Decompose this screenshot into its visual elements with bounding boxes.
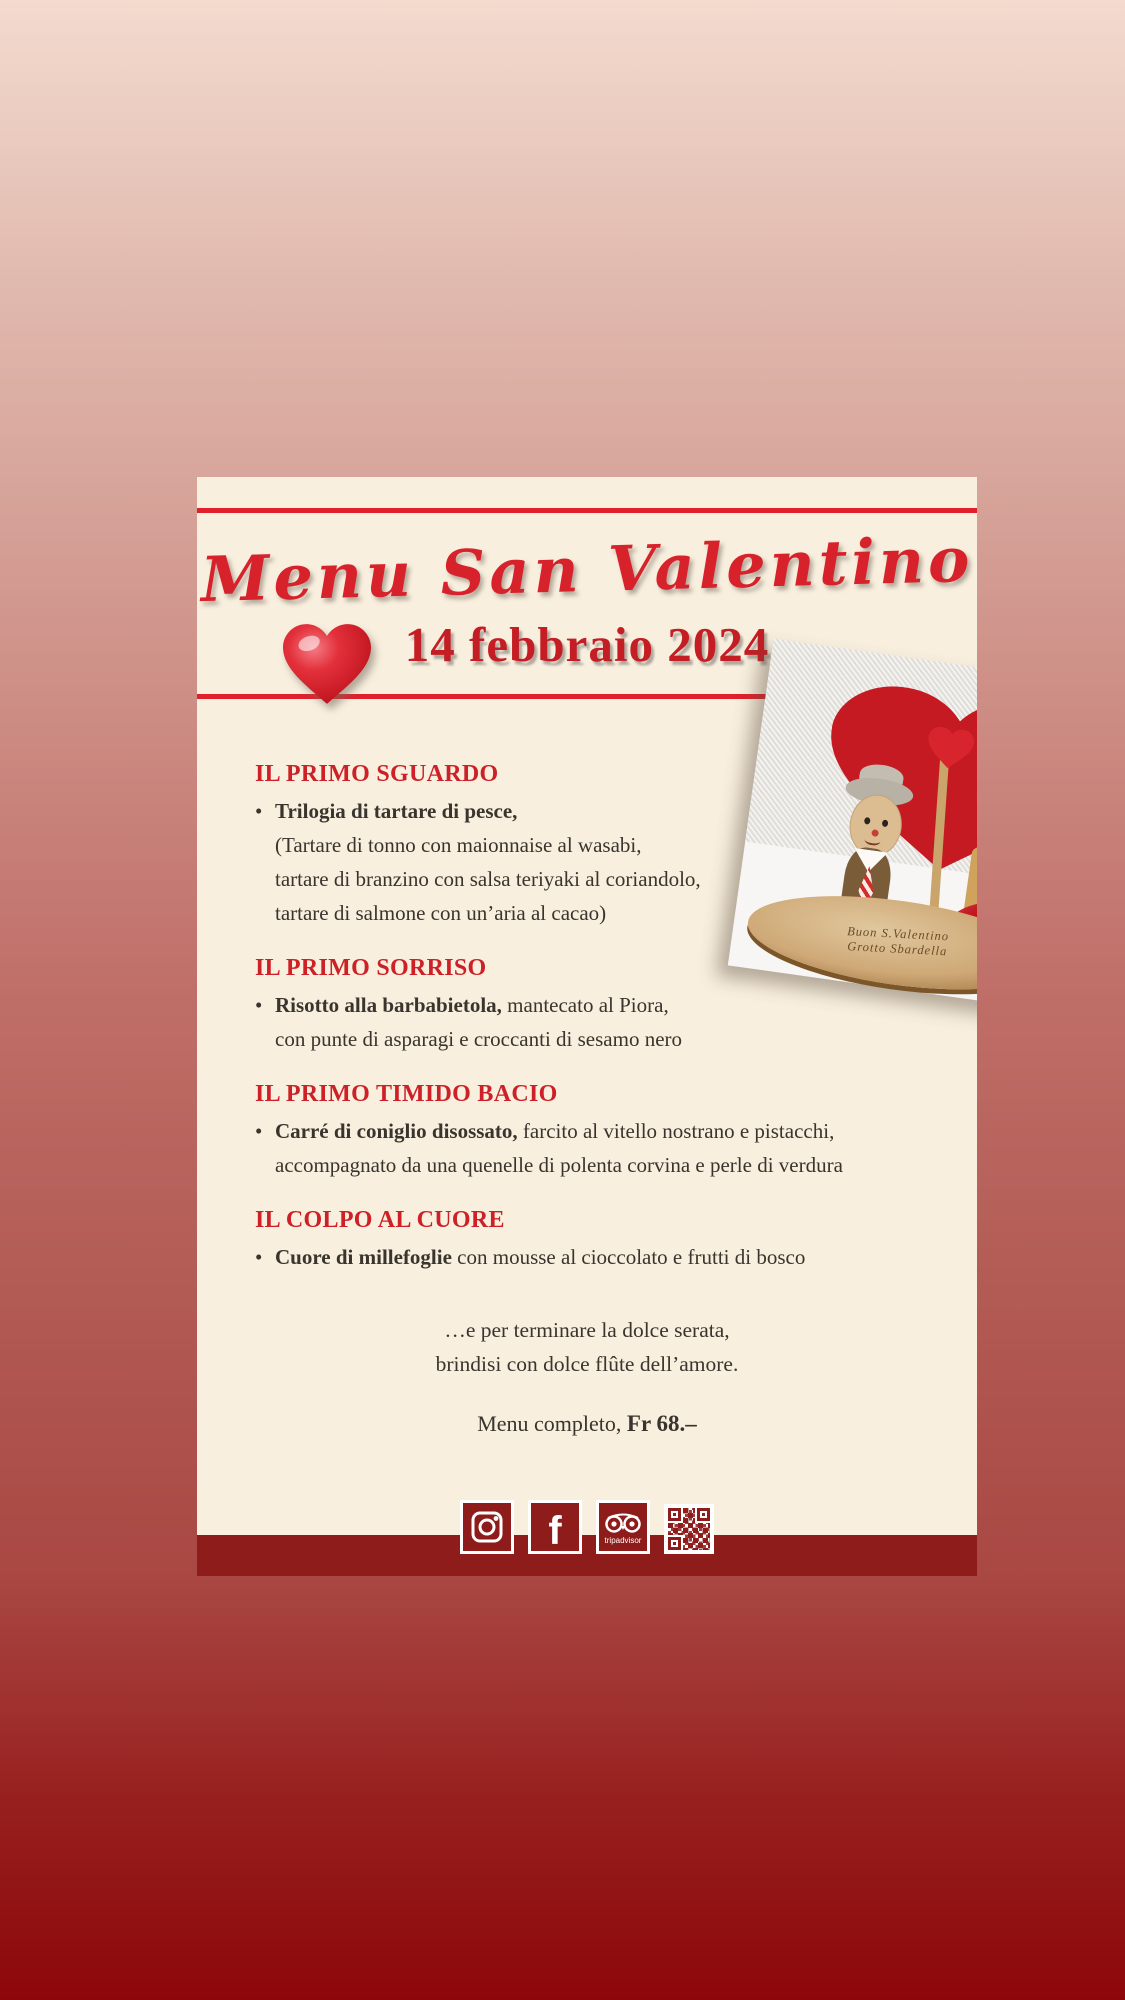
menu-section — [255, 1206, 947, 1274]
menu-sections — [255, 760, 947, 1298]
menu-item-line: accompagnato da una quenelle di polenta corvina e perle di verdura — [275, 1153, 843, 1177]
menu-item-line: con punte di asparagi e croccanti di sesamo nero — [275, 1027, 683, 1051]
menu-item: • Carré di coniglio disossato, farcito al vitello nostrano e pistacchi, — [255, 1119, 835, 1143]
closing-line: brindisi con dolce flûte dell’amore. — [435, 1352, 739, 1376]
menu-price: Menu completo, Fr 68.– — [477, 1411, 697, 1436]
menu-section — [255, 1080, 947, 1182]
section-heading: IL PRIMO TIMIDO BACIO — [255, 1081, 558, 1107]
menu-title: Menu San Valentino — [199, 522, 975, 617]
menu-item-line: (Tartare di tonno con maionnaise al wasabi, — [275, 833, 642, 857]
menu-item: • Cuore di millefoglie con mousse al cioccolato e frutti di bosco — [255, 1245, 806, 1269]
heart-icon — [283, 623, 371, 705]
facebook-f-glyph: f — [548, 1509, 562, 1553]
closing-lines — [197, 1313, 977, 1381]
section-heading: IL COLPO AL CUORE — [255, 1207, 505, 1233]
top-divider-line — [197, 508, 977, 513]
section-heading: IL PRIMO SGUARDO — [255, 761, 499, 787]
tripadvisor-label: tripadvisor — [604, 1535, 642, 1545]
instagram-icon[interactable] — [460, 1500, 514, 1554]
menu-item-line: tartare di salmone con un’aria al cacao) — [275, 901, 607, 925]
closing-line: …e per terminare la dolce serata, — [444, 1318, 730, 1342]
menu-item: • Trilogia di tartare di pesce, — [255, 799, 518, 823]
social-icons-row — [460, 1500, 714, 1554]
facebook-icon[interactable] — [528, 1500, 582, 1554]
menu-section — [255, 954, 947, 1056]
menu-item-line: tartare di branzino con salsa teriyaki al coriandolo, — [275, 867, 701, 891]
tripadvisor-icon[interactable] — [596, 1500, 650, 1554]
menu-date: 14 febbraio 2024 — [404, 617, 770, 672]
price-value: Fr 68.– — [626, 1411, 697, 1436]
menu-card — [197, 477, 977, 1576]
menu-section — [255, 760, 947, 930]
menu-item: • Risotto alla barbabietola, mantecato al Piora, — [255, 993, 669, 1017]
qr-code[interactable] — [664, 1504, 714, 1554]
section-heading: IL PRIMO SORRISO — [255, 955, 487, 981]
photo-caption: Buon S.Valentino Grotto Sbardella — [846, 924, 950, 959]
